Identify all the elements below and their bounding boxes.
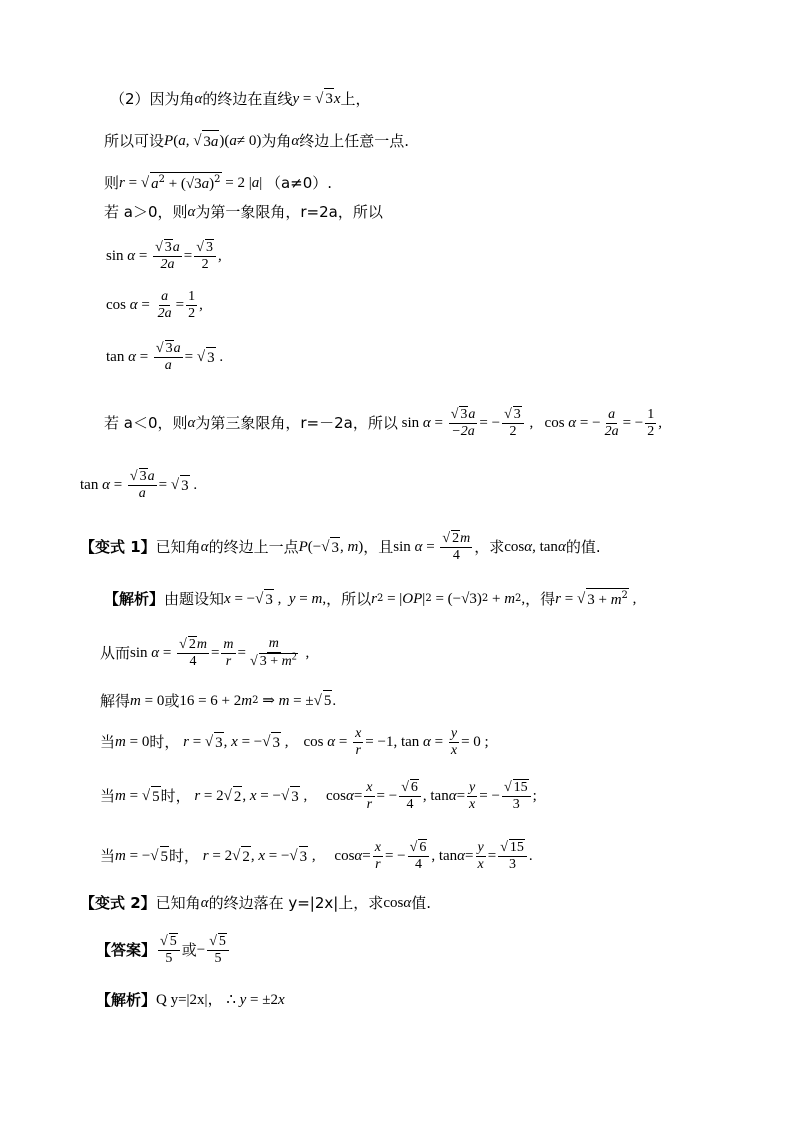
variant2-question: 【变式 2】 已知角 α 的终边落在 y=|2x|上，求 cos α 值.	[80, 894, 431, 912]
variant1-solve: 解得 m = 0 或 16 = 6 + 2 m 2 ⇒ m = ±√ 5 .	[100, 691, 337, 710]
variant1-case-m0: 当 m = 0 时， r = √ 3 , x = −√ 3 , cos α = $\frac{x}{r}$ = −1, tan α = $\frac{y}{x}$ = 0 ;	[100, 725, 489, 758]
cos-first-quadrant: cos α = $\frac{a}{2a}$ = $\frac{1}{2}$ ,	[106, 288, 203, 321]
tan-first-quadrant: tan α = $\frac{√ 3a}{a}$ = √ 3 .	[106, 341, 224, 373]
tan-third-quadrant: tan α = $\frac{√ 3a}{a}$ = √ 3 .	[80, 469, 198, 501]
variant1-analysis-1: 【解析】 由题设知 x = −√ 3 , y = m , ，所以 r 2 = | OP | 2 = (−√3) 2 + m 2 , ，得 r = √ $3 + m^2$ ,	[104, 590, 637, 608]
intro-line-3: 则 r = √ $a^2 + (√3a)^2$ = 2 | a | （a≠0）.	[104, 174, 333, 192]
variant1-analysis-2: 从而 sin α = $\frac{√ 2m}{4}$ = $\frac{m}{r}$ = $\frac{m}{√ 3 + m^2}$ ,	[100, 636, 310, 669]
intro-line-2: 所以可设 P ( a , √ 3a )( a ≠ 0) 为角 α 终边上任意一点.	[104, 132, 410, 150]
variant1-case-m-sqrt5: 当 m = √ 5 时， r = 2√ 2 , x = −√ 3 , cos α = $\frac{x}{r}$ = − $\frac{√ 6}{4}$ , tan α = $\frac{y}{x}$ = − $\frac{√ 15}{3}$ ;	[100, 779, 537, 812]
third-quadrant-line: 若 a＜0，则 α 为第三象限角，r=－2a，所以 sin α = $\frac{√ 3a}{-2a}$ = − $\frac{√ 3}{2}$ , cos α = − $\frac{a}{2a}$ = − $\frac{1}{2}$ ,	[104, 406, 662, 439]
intro-line-1: （2）因为角 α 的终边在直线 y = √ 3 x 上，	[110, 89, 371, 108]
sin-first-quadrant: sin α = $\frac{√ 3a}{2a}$ = $\frac{√ 3}{2}$ ,	[106, 240, 222, 272]
intro-line-4: 若 a＞0，则 α 为第一象限角，r=2a，所以	[104, 203, 383, 221]
variant1-question: 【变式 1】 已知角 α 的终边上一点 P (−√ 3 , m ) ，且 sin α = $\frac{√ 2m}{4}$ ，求 cos α , tan α 的值.	[80, 531, 601, 563]
variant2-analysis: 【解析】 Q y=|2x|， ∴ y = ±2 x	[96, 991, 285, 1009]
variant1-case-m-neg-sqrt5: 当 m = −√ 5 时， r = 2√ 2 , x = −√ 3 , cos α = $\frac{x}{r}$ = − $\frac{√ 6}{4}$ , tan α = $\frac{y}{x}$ = $\frac{√ 15}{3}$ .	[100, 839, 533, 872]
variant2-answer: 【答案】 $\frac{√ 5}{5}$ 或 − $\frac{√ 5}{5}$	[96, 930, 231, 970]
